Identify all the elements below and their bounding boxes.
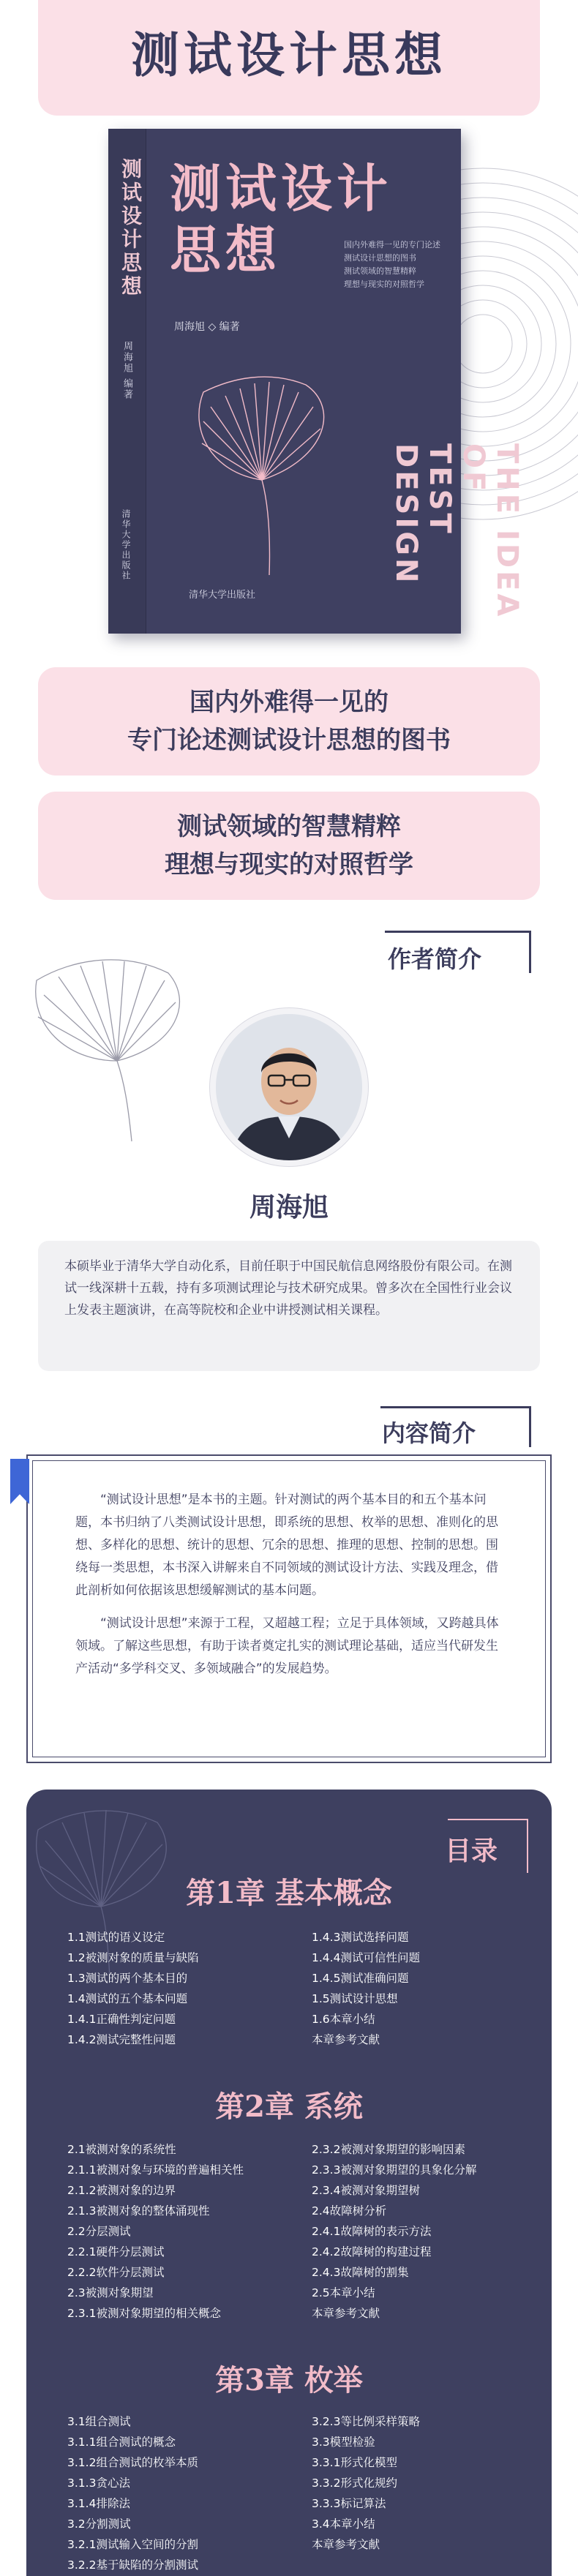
heading-bracket-top (380, 1406, 531, 1408)
page-title: 测试设计思想 (131, 27, 447, 83)
blurb-line: 国内外难得一见的专门论述 (344, 240, 440, 249)
blurb-line: 测试设计思想的图书 (344, 253, 416, 263)
content-paragraph: “测试设计思想”是本书的主题。针对测试的两个基本目的和五个基本问题，本书归纳了八类测试设计思想，即系统的思想、枚举的思想、准则化的思想、多样化的思想、统计的思想、冗余的思想、推理的思想、控制的思想。围绕每一类思想，本书深入讲解来自不同领域的测试设计方法、实践及理念，借此剖析如何依据该思想缓解测试的基本问题。 (75, 1492, 498, 1598)
toc-entry[interactable]: 本章参考文献 (312, 2538, 380, 2551)
book-publisher: 清华大学出版社 (189, 590, 256, 601)
toc-column-right (312, 1927, 531, 2050)
author-name: 周海旭 (249, 1192, 329, 1223)
toc-entry[interactable]: 3.2.3等比例采样策略 (312, 2415, 420, 2428)
book-cover (108, 129, 524, 634)
toc-entry[interactable]: 1.5测试设计思想 (312, 1992, 398, 2005)
toc-entry[interactable]: 本章参考文献 (312, 2307, 380, 2320)
author-bio-card (38, 1241, 540, 1371)
toc-entry[interactable]: 3.1.4排除法 (67, 2497, 130, 2510)
toc-entry[interactable]: 本章参考文献 (312, 2033, 380, 2046)
toc-entry[interactable]: 2.2.1硬件分层测试 (67, 2245, 165, 2258)
toc-entry[interactable]: 3.3.1形式化模型 (312, 2456, 397, 2469)
author-section-heading: 作者简介 (388, 945, 482, 973)
toc-column-right (312, 2411, 531, 2555)
english-title-line: TEST (423, 443, 457, 536)
toc-entry[interactable]: 2.5本章小结 (312, 2286, 375, 2299)
toc-column-left (67, 2139, 301, 2324)
content-summary-box (26, 1454, 552, 1763)
table-of-contents (26, 1790, 552, 2576)
chapter-title: 第1章 基本概念 (186, 1876, 392, 1910)
tagline-card (38, 667, 540, 776)
book-title-line2: 思想 (170, 219, 281, 280)
heading-bracket-side (529, 1406, 531, 1447)
toc-entry[interactable]: 3.1.2组合测试的枚举本质 (67, 2456, 198, 2469)
toc-entry[interactable]: 1.4.5测试准确问题 (312, 1972, 409, 1985)
toc-column-left (67, 2411, 301, 2575)
content-paragraph: “测试设计思想”来源于工程，又超越工程；立足于具体领域，又跨越具体领域。了解这些思想，有助于读者奠定扎实的测试理论基础，适应当代研发生产活动“多学科交叉、多领域融合”的发展趋势。 (75, 1616, 499, 1676)
toc-entry[interactable]: 2.1被测对象的系统性 (67, 2143, 176, 2156)
person-portrait-icon (216, 1014, 362, 1160)
toc-entry[interactable]: 2.3.2被测对象期望的影响因素 (312, 2143, 465, 2156)
toc-entry[interactable]: 3.3.2形式化规约 (312, 2477, 397, 2490)
book-author: 周海旭 ◇ 编著 (174, 321, 240, 333)
toc-entry[interactable]: 2.1.2被测对象的边界 (67, 2184, 176, 2197)
toc-entry[interactable]: 2.4.1故障树的表示方法 (312, 2225, 432, 2238)
blurb-line: 测试领域的智慧精粹 (344, 266, 416, 276)
toc-entry[interactable]: 1.4.3测试选择问题 (312, 1931, 409, 1944)
ginkgo-leaf-decoration-icon (22, 944, 198, 1149)
book-spine (108, 129, 146, 634)
chapter-title: 第3章 枚举 (215, 2363, 363, 2397)
chapter-title: 第2章 系统 (215, 2089, 363, 2124)
toc-entry[interactable]: 1.3测试的两个基本目的 (67, 1972, 188, 1985)
toc-entry[interactable]: 1.4.4测试可信性问题 (312, 1951, 420, 1964)
title-banner (38, 0, 540, 116)
toc-entry[interactable]: 3.2.2基于缺陷的分割测试 (67, 2558, 198, 2572)
toc-entry[interactable]: 2.4.3故障树的割集 (312, 2266, 409, 2279)
toc-entry[interactable]: 3.1组合测试 (67, 2415, 131, 2428)
spine-author: 周海旭 编著 (121, 341, 132, 401)
author-avatar (210, 1008, 368, 1166)
toc-entry[interactable]: 3.2.1测试输入空间的分割 (67, 2538, 198, 2551)
toc-entry[interactable]: 2.3.3被测对象期望的具象化分解 (312, 2163, 477, 2177)
tagline-line: 理想与现实的对照哲学 (165, 850, 413, 879)
tagline-line: 国内外难得一见的 (189, 688, 389, 717)
spine-publisher: 清华大学出版社 (121, 509, 131, 581)
toc-entry[interactable]: 1.4测试的五个基本问题 (67, 1992, 188, 2005)
ginkgo-leaf-icon (181, 363, 357, 582)
toc-entry[interactable]: 2.2分层测试 (67, 2225, 131, 2238)
toc-entry[interactable]: 2.4故障树分析 (312, 2204, 387, 2218)
tagline-line: 测试领域的智慧精粹 (177, 812, 401, 841)
toc-entry[interactable]: 3.2分割测试 (67, 2517, 131, 2531)
content-section-heading: 内容简介 (382, 1419, 476, 1447)
book-english-title (389, 443, 524, 634)
toc-entry[interactable]: 2.3.1被测对象期望的相关概念 (67, 2307, 221, 2320)
spine-title: 测试设计思想 (119, 158, 143, 298)
heading-bracket-top (385, 931, 531, 933)
toc-column-right (312, 2139, 531, 2324)
toc-label: 目录 (440, 1830, 502, 1868)
english-title-line: THE IDEA OF (457, 443, 524, 620)
toc-entry[interactable]: 1.4.2测试完整性问题 (67, 2033, 176, 2046)
content-summary-inner (32, 1460, 546, 1757)
book-blurb (344, 239, 446, 291)
toc-entry[interactable]: 3.1.1组合测试的概念 (67, 2436, 176, 2449)
english-title-line: DESIGN (389, 443, 423, 586)
author-bio: 本硕毕业于清华大学自动化系，目前任职于中国民航信息网络股份有限公司。在测试一线深耕十五载，持有多项测试理论与技术研究成果。曾多次在全国性行业会议上发表主题演讲，在高等院校和企业中讲授测试相关课程。 (64, 1259, 512, 1318)
toc-entry[interactable]: 3.3模型检验 (312, 2436, 375, 2449)
toc-entry[interactable]: 3.1.3贪心法 (67, 2477, 130, 2490)
book-title-line1: 测试设计 (170, 158, 392, 219)
toc-entry[interactable]: 3.4本章小结 (312, 2517, 375, 2531)
toc-entry[interactable]: 2.2.2软件分层测试 (67, 2266, 165, 2279)
toc-entry[interactable]: 1.1测试的语义设定 (67, 1931, 165, 1944)
toc-entry[interactable]: 1.2被测对象的质量与缺陷 (67, 1951, 199, 1964)
tagline-card (38, 792, 540, 900)
toc-entry[interactable]: 2.1.3被测对象的整体涌现性 (67, 2204, 210, 2218)
toc-entry[interactable]: 2.4.2故障树的构建过程 (312, 2245, 432, 2258)
toc-entry[interactable]: 1.6本章小结 (312, 2013, 375, 2026)
bookmark-icon (10, 1459, 29, 1504)
toc-entry[interactable]: 2.3.4被测对象期望树 (312, 2184, 420, 2197)
tagline-line: 专门论述测试设计思想的图书 (127, 726, 451, 755)
toc-column-left (67, 1927, 301, 2050)
toc-entry[interactable]: 3.3.3标记算法 (312, 2497, 386, 2510)
blurb-line: 理想与现实的对照哲学 (344, 279, 424, 289)
heading-bracket-side (529, 931, 531, 973)
toc-entry[interactable]: 2.3被测对象期望 (67, 2286, 154, 2299)
toc-entry[interactable]: 1.4.1正确性判定问题 (67, 2013, 176, 2026)
toc-entry[interactable]: 2.1.1被测对象与环境的普遍相关性 (67, 2163, 244, 2177)
